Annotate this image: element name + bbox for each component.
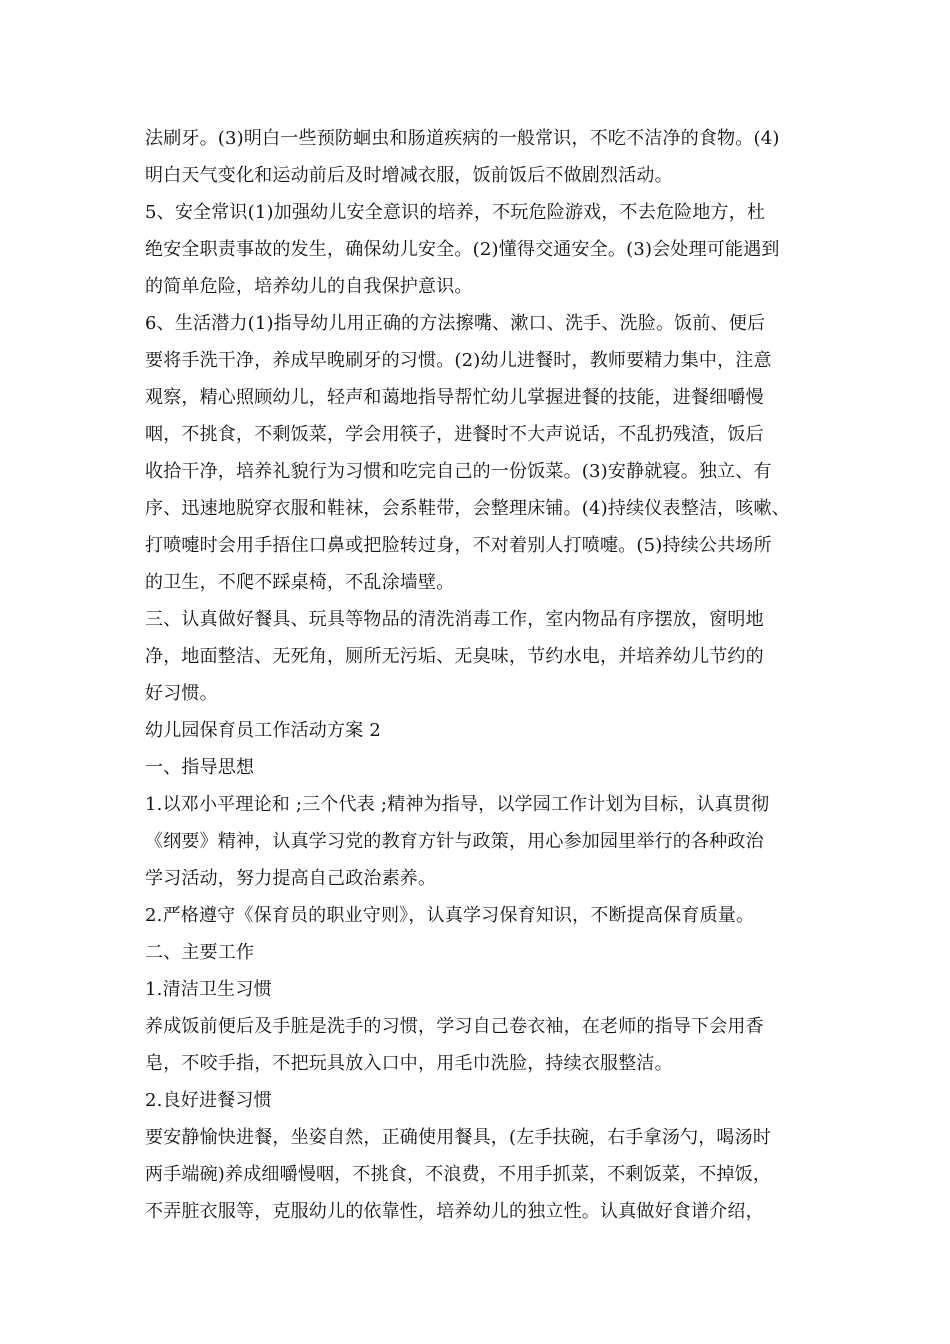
text-line: 《纲要》精神，认真学习党的教育方针与政策，用心参加园里举行的各种政治 <box>145 831 764 852</box>
text-line: 一、指导思想 <box>145 757 255 778</box>
text-line: 1.清洁卫生习惯 <box>145 979 272 1000</box>
text-line: 二、主要工作 <box>145 942 255 963</box>
paragraph <box>145 1082 815 1119</box>
paragraph <box>145 120 815 194</box>
paragraph <box>145 934 815 971</box>
paragraph <box>145 601 815 712</box>
text-line: 观察，精心照顾幼儿，轻声和蔼地指导帮忙幼儿掌握进餐的技能，进餐细嚼慢 <box>145 387 764 408</box>
text-line: 2.良好进餐习惯 <box>145 1090 272 1111</box>
text-line: 咽，不挑食，不剩饭菜，学会用筷子，进餐时不大声说话，不乱扔残渣，饭后 <box>145 424 764 445</box>
text-line: 要将手洗干净，养成早晚刷牙的习惯。(2)幼儿进餐时，教师要精力集中，注意 <box>145 350 772 371</box>
text-line: 要安静愉快进餐，坐姿自然，正确使用餐具，(左手扶碗，右手拿汤勺，喝汤时 <box>145 1127 772 1148</box>
text-line: 6、生活潜力(1)指导幼儿用正确的方法擦嘴、漱口、洗手、洗脸。饭前、便后 <box>145 313 766 334</box>
paragraph <box>145 305 815 601</box>
text-line: 打喷嚏时会用手捂住口鼻或把脸转过身，不对着别人打喷嚏。(5)持续公共场所 <box>145 535 772 556</box>
paragraph <box>145 712 815 749</box>
text-line: 明白天气变化和运动前后及时增减衣服，饭前饭后不做剧烈活动。 <box>145 165 673 186</box>
text-line: 两手端碗)养成细嚼慢咽，不挑食，不浪费，不用手抓菜，不剩饭菜，不掉饭， <box>145 1164 772 1185</box>
text-line: 的简单危险，培养幼儿的自我保护意识。 <box>145 276 473 297</box>
text-line: 收拾干净，培养礼貌行为习惯和吃完自己的一份饭菜。(3)安静就寝。独立、有 <box>145 461 772 482</box>
text-line: 序、迅速地脱穿衣服和鞋袜，会系鞋带，会整理床铺。(4)持续仪表整洁，咳嗽、 <box>145 498 790 519</box>
paragraph <box>145 1008 815 1082</box>
text-line: 绝安全职责事故的发生，确保幼儿安全。(2)懂得交通安全。(3)会处理可能遇到 <box>145 239 780 260</box>
text-line: 幼儿园保育员工作活动方案 2 <box>145 720 381 741</box>
text-line: 5、安全常识(1)加强幼儿安全意识的培养，不玩危险游戏，不去危险地方，杜 <box>145 202 766 223</box>
text-line: 的卫生，不爬不踩桌椅，不乱涂墙壁。 <box>145 572 455 593</box>
paragraph <box>145 1119 815 1230</box>
paragraph <box>145 897 815 934</box>
text-line: 学习活动，努力提高自己政治素养。 <box>145 868 437 889</box>
paragraph <box>145 194 815 305</box>
paragraph <box>145 749 815 786</box>
text-line: 2.严格遵守《保育员的职业守则》，认真学习保育知识，不断提高保育质量。 <box>145 905 755 926</box>
text-line: 净，地面整洁、无死角，厕所无污垢、无臭味，节约水电，并培养幼儿节约的 <box>145 646 764 667</box>
document-body <box>145 120 815 1230</box>
text-line: 皂，不咬手指，不把玩具放入口中，用毛巾洗脸，持续衣服整洁。 <box>145 1053 673 1074</box>
text-line: 养成饭前便后及手脏是洗手的习惯，学习自己卷衣袖，在老师的指导下会用香 <box>145 1016 764 1037</box>
text-line: 不弄脏衣服等，克服幼儿的依靠性，培养幼儿的独立性。认真做好食谱介绍， <box>145 1201 764 1222</box>
paragraph <box>145 971 815 1008</box>
text-line: 1.以邓小平理论和 ;三个代表 ;精神为指导，以学园工作计划为目标，认真贯彻 <box>145 794 770 815</box>
text-line: 好习惯。 <box>145 683 218 704</box>
text-line: 三、认真做好餐具、玩具等物品的清洗消毒工作，室内物品有序摆放，窗明地 <box>145 609 764 630</box>
paragraph <box>145 786 815 897</box>
text-line: 法刷牙。(3)明白一些预防蛔虫和肠道疾病的一般常识，不吃不洁净的食物。(4) <box>145 128 780 149</box>
